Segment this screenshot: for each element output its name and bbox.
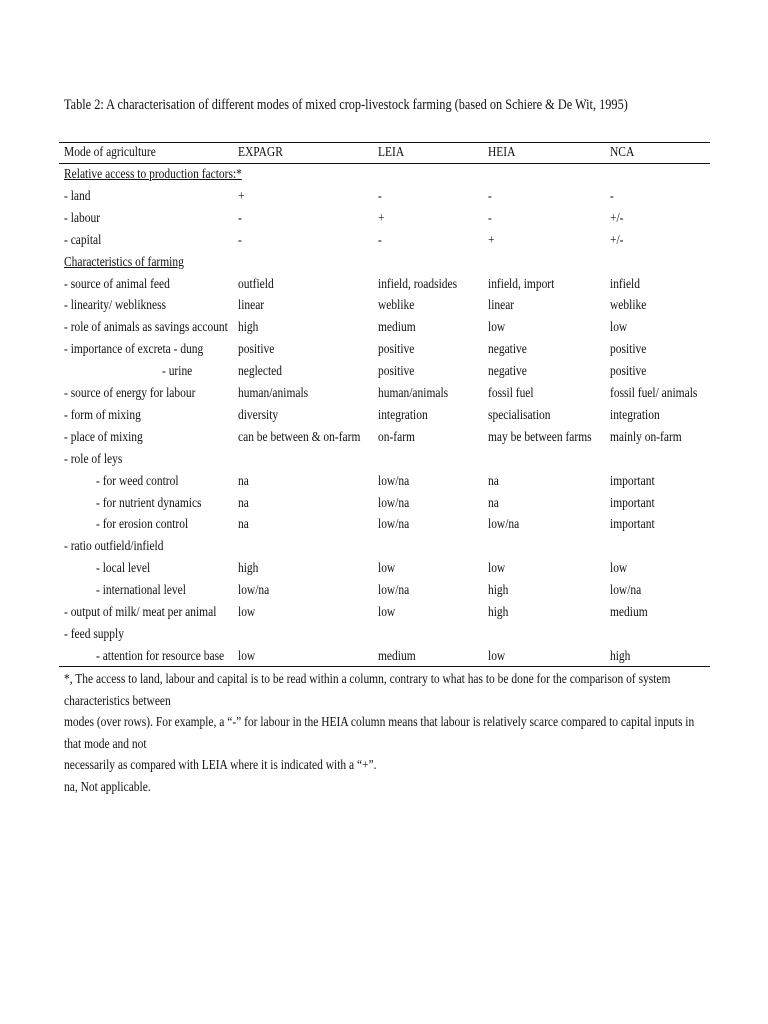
row-label: - form of mixing <box>64 407 141 423</box>
header-leia: LEIA <box>378 145 405 160</box>
row-label: - international level <box>96 583 186 599</box>
row-value: +/- <box>610 210 624 226</box>
row-value: low/na <box>378 517 410 533</box>
row-value: - <box>238 232 242 248</box>
row-value: - <box>378 232 382 248</box>
header-mode: Mode of agriculture <box>64 145 156 160</box>
table-row <box>0 561 768 581</box>
row-value: diversity <box>238 407 279 423</box>
header-heia: HEIA <box>488 145 516 160</box>
row-value: fossil fuel/ animals <box>610 386 698 401</box>
row-value: high <box>238 320 259 336</box>
row-value: low <box>610 320 628 336</box>
row-value: integration <box>378 407 428 423</box>
table-row <box>0 255 768 275</box>
row-value: +/- <box>610 232 624 248</box>
table-row <box>0 298 768 318</box>
row-label: - source of energy for labour <box>64 386 196 401</box>
row-value: + <box>238 188 245 204</box>
footnote-line: modes (over rows). For example, a “-” for labour in the HEIA column means that labour is relatively scarce compared to capital inputs in that mode and not <box>64 715 695 752</box>
row-value: negative <box>488 364 527 380</box>
row-label: - urine <box>162 364 193 380</box>
row-value: high <box>610 648 631 664</box>
row-label: - land <box>64 188 91 204</box>
row-value: weblike <box>610 298 647 314</box>
table-row <box>0 364 768 384</box>
row-value: human/animals <box>378 386 449 401</box>
table-row <box>0 539 768 559</box>
row-label: - role of leys <box>64 451 123 467</box>
row-value: low <box>610 561 628 577</box>
table-row <box>0 408 768 428</box>
row-label: - for weed control <box>96 473 179 489</box>
row-value: low/na <box>378 473 410 489</box>
table-row <box>0 649 768 669</box>
row-value: high <box>238 561 259 577</box>
row-label: - capital <box>64 232 102 248</box>
row-label: - for erosion control <box>96 517 189 533</box>
row-value: important <box>610 517 655 533</box>
row-label: - output of milk/ meat per animal <box>64 605 217 620</box>
row-label: - local level <box>96 561 151 577</box>
table-title: Table 2: A characterisation of different modes of mixed crop-livestock farming (based on Schiere & De Wit, 1995) <box>64 97 628 113</box>
row-value: low/na <box>378 583 410 599</box>
table-row <box>0 277 768 297</box>
row-value: low <box>378 561 396 577</box>
row-value: low/na <box>238 583 270 599</box>
row-value: fossil fuel <box>488 386 534 401</box>
row-value: important <box>610 473 655 489</box>
row-value: negative <box>488 342 527 358</box>
table-row <box>0 474 768 494</box>
table-header-row <box>0 145 768 165</box>
row-value: infield <box>610 276 640 292</box>
table-row <box>0 583 768 603</box>
header-nca: NCA <box>610 145 635 160</box>
table-row <box>0 211 768 231</box>
row-value: low/na <box>378 495 410 511</box>
table-row <box>0 430 768 450</box>
row-label: - linearity/ weblikness <box>64 298 167 314</box>
row-value: - <box>610 188 614 204</box>
row-value: positive <box>378 364 415 380</box>
table-row <box>0 233 768 253</box>
row-label: - role of animals as savings account <box>64 320 228 336</box>
row-value: high <box>488 605 509 620</box>
table-row <box>0 167 768 187</box>
row-value: medium <box>378 648 416 664</box>
row-value: low <box>238 605 256 620</box>
footnote-line: na, Not applicable. <box>64 779 151 795</box>
row-value: + <box>378 210 385 226</box>
row-value: na <box>238 495 249 511</box>
row-value: medium <box>610 605 648 620</box>
row-value: low <box>488 320 506 336</box>
row-value: can be between & on-farm <box>238 429 361 445</box>
row-value: - <box>488 188 492 204</box>
row-value: - <box>378 188 382 204</box>
row-value: integration <box>610 407 660 423</box>
row-value: high <box>488 583 509 599</box>
row-label: Relative access to production factors:* <box>64 167 242 182</box>
row-value: human/animals <box>238 386 309 401</box>
row-value: outfield <box>238 276 274 292</box>
row-label: - labour <box>64 210 101 226</box>
row-value: + <box>488 232 495 248</box>
table-footnote <box>64 669 704 798</box>
row-value: infield, roadsides <box>378 276 458 292</box>
table-row <box>0 386 768 406</box>
row-value: low <box>488 561 506 577</box>
row-value: na <box>238 517 249 533</box>
row-value: weblike <box>378 298 415 314</box>
row-value: medium <box>378 320 416 336</box>
row-value: positive <box>378 342 415 358</box>
table-row <box>0 517 768 537</box>
table-row <box>0 605 768 625</box>
row-value: na <box>238 473 249 489</box>
table-row <box>0 627 768 647</box>
table-row <box>0 496 768 516</box>
row-value: low <box>378 605 396 620</box>
table-row <box>0 342 768 362</box>
row-value: - <box>238 210 242 226</box>
row-value: low/na <box>610 583 642 599</box>
row-value: low <box>488 648 506 664</box>
row-value: positive <box>610 342 647 358</box>
header-expagr: EXPAGR <box>238 145 283 160</box>
table-row <box>0 189 768 209</box>
row-label: - importance of excreta - dung <box>64 342 204 358</box>
row-label: - feed supply <box>64 626 124 642</box>
table-row <box>0 320 768 340</box>
row-value: positive <box>610 364 647 380</box>
row-value: low <box>238 648 256 664</box>
row-value: neglected <box>238 364 282 380</box>
row-value: linear <box>238 298 265 314</box>
row-label: - source of animal feed <box>64 276 170 292</box>
row-value: positive <box>238 342 275 358</box>
row-value: important <box>610 495 655 511</box>
row-value: - <box>488 210 492 226</box>
row-value: na <box>488 473 499 489</box>
row-label: - place of mixing <box>64 429 143 445</box>
row-value: specialisation <box>488 407 551 423</box>
row-value: na <box>488 495 499 511</box>
row-label: - attention for resource base <box>96 648 225 664</box>
table-row <box>0 452 768 472</box>
row-value: infield, import <box>488 276 555 292</box>
row-value: on-farm <box>378 429 415 445</box>
row-value: may be between farms <box>488 429 592 445</box>
row-label: - for nutrient dynamics <box>96 495 202 511</box>
row-value: mainly on-farm <box>610 429 682 445</box>
footnote-line: *, The access to land, labour and capital is to be read within a column, contrary to what has to be done for the comparison of system characteristics between <box>64 672 671 709</box>
row-value: low/na <box>488 517 520 533</box>
row-label: Characteristics of farming <box>64 254 184 270</box>
row-label: - ratio outfield/infield <box>64 539 164 555</box>
footnote-line: necessarily as compared with LEIA where it is indicated with a “+”. <box>64 758 377 773</box>
row-value: linear <box>488 298 515 314</box>
